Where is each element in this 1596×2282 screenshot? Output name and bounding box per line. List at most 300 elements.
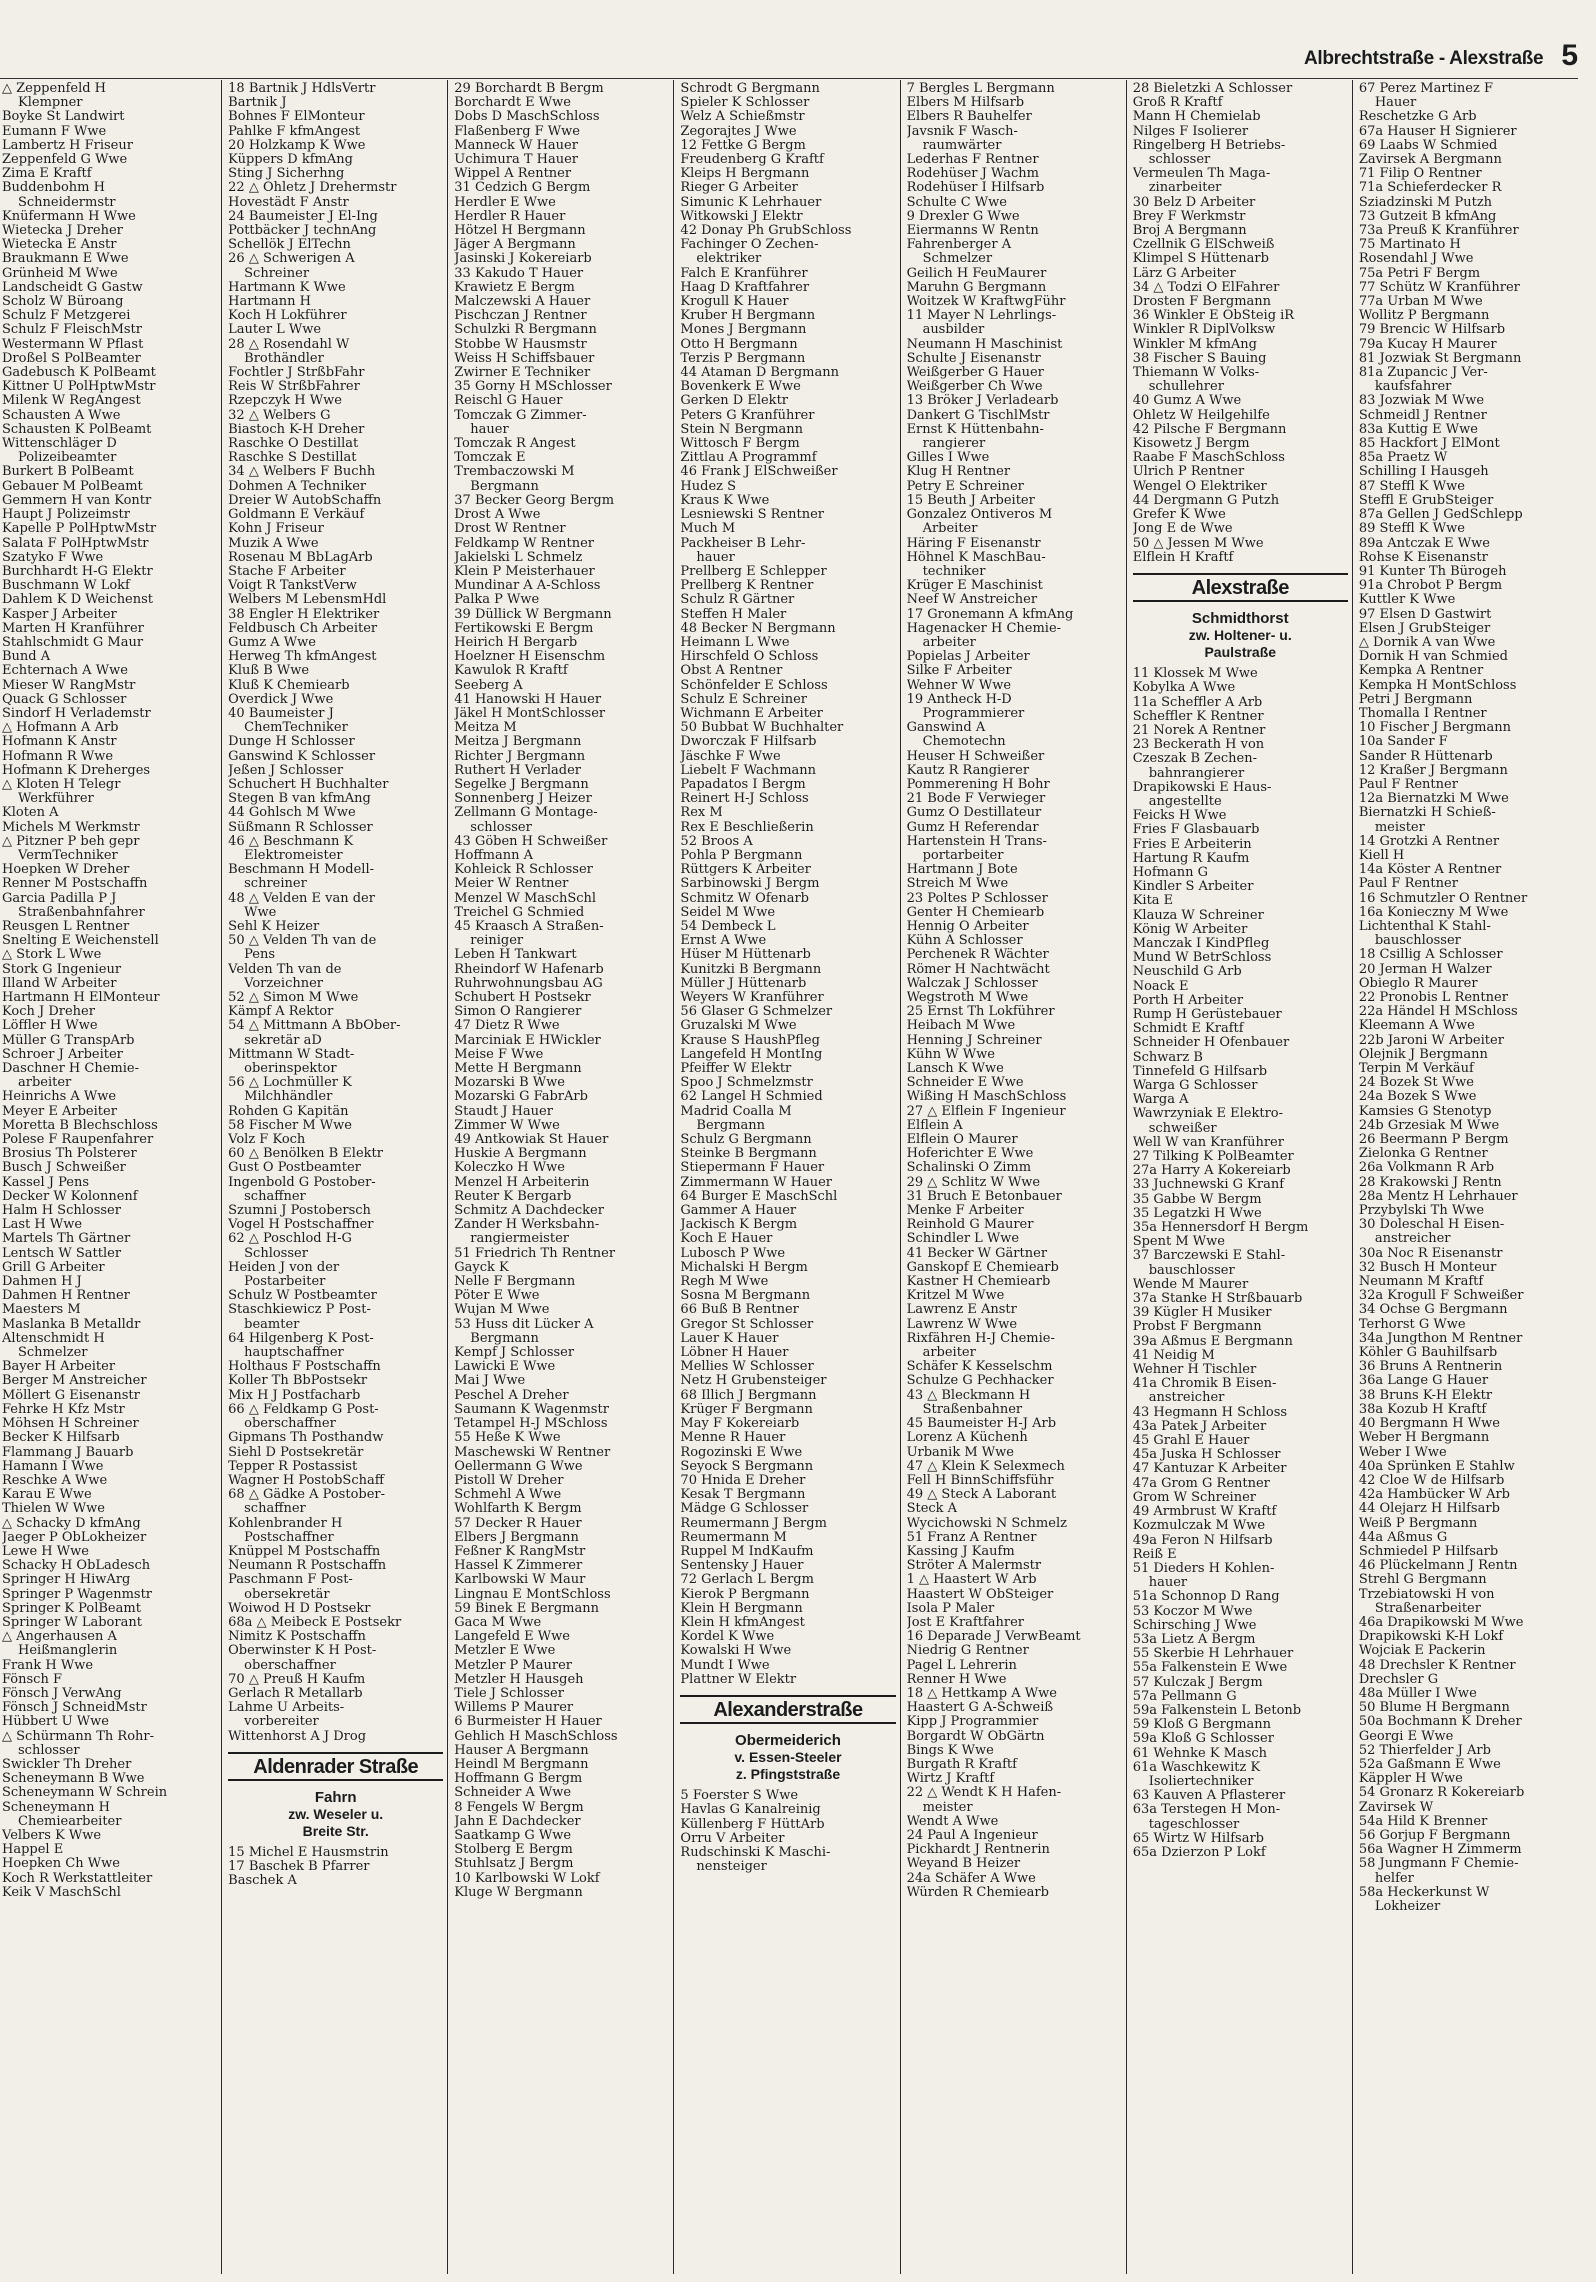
directory-entry: 67 Perez Martinez F <box>1358 82 1493 96</box>
directory-entry: Schrodt G Bergmann <box>680 82 820 96</box>
directory-entry: 39 Kügler H Musiker <box>1132 1306 1272 1321</box>
directory-entry: Kasper J Arbeiter <box>2 607 117 622</box>
directory-entry: Lorenz A Küchenh <box>906 1431 1028 1446</box>
directory-entry: Metzler H Hausgeh <box>454 1672 584 1687</box>
directory-entry: Schuchert H Buchhalter <box>228 777 389 792</box>
directory-entry: 17 Baschek B Pfarrer <box>228 1860 370 1875</box>
directory-entry: Schulz W Postbeamter <box>228 1289 377 1304</box>
directory-entry: Scheneymann H <box>2 1800 110 1815</box>
directory-entry: Schmiedel P Hilfsarb <box>1358 1544 1499 1559</box>
directory-entry: Fönsch J SchneidMstr <box>2 1701 147 1716</box>
directory-entry: Hovestädt F Anstr <box>228 195 349 210</box>
directory-entry: May F Kokereiarb <box>680 1417 800 1432</box>
directory-entry: Burgath R Kraftf <box>906 1757 1017 1772</box>
entry-continuation: Werkführer <box>18 792 94 807</box>
directory-entry: Bund A <box>2 650 51 665</box>
directory-entry: 62 △ Poschlod H-G <box>228 1232 352 1247</box>
directory-entry: 45a Juska H Schlosser <box>1132 1448 1281 1463</box>
directory-entry: Orru V Arbeiter <box>680 1831 785 1846</box>
directory-entry: Much M <box>680 522 736 537</box>
directory-entry: Winkler R DiplVolksw <box>1132 323 1276 338</box>
directory-entry: 57 Kulczak J Bergm <box>1132 1675 1263 1690</box>
directory-entry: Rheindorf W Hafenarb <box>454 962 604 977</box>
directory-entry: Plattner W Elektr <box>680 1672 797 1687</box>
directory-entry: 68 △ Gädke A Postober- <box>228 1488 386 1503</box>
directory-entry: 27 Tilking K PolBeamter <box>1132 1150 1294 1165</box>
directory-entry: Kleemann A Wwe <box>1358 1019 1475 1034</box>
directory-entry: Heimann L Wwe <box>680 635 790 650</box>
directory-entry: Schindler L Wwe <box>906 1232 1020 1247</box>
directory-entry: Hudez S <box>680 479 737 494</box>
directory-entry: Flammang J Bauarb <box>2 1445 134 1460</box>
directory-entry: Richter J Bergmann <box>454 749 586 764</box>
directory-entry: Zellmann G Montage- <box>454 806 598 821</box>
directory-entry: Elsen J GrubSteiger <box>1358 621 1491 636</box>
directory-entry: Zeppenfeld G Wwe <box>2 153 128 168</box>
directory-entry: Hartung R Kaufm <box>1132 851 1250 866</box>
directory-entry: Menne R Hauer <box>680 1431 786 1446</box>
header-rule <box>0 78 1578 79</box>
directory-entry: 63a Terstegen H Mon- <box>1132 1803 1281 1818</box>
directory-entry: 61 Wehnke K Masch <box>1132 1746 1268 1761</box>
directory-entry: Kautz R Rangierer <box>906 763 1030 778</box>
directory-entry: Stache F Arbeiter <box>228 564 346 579</box>
directory-entry: Schulz F Metzgerei <box>2 309 131 324</box>
directory-entry: Rixfähren H-J Chemie- <box>906 1331 1055 1346</box>
directory-entry: 51 Dieders H Kohlen- <box>1132 1561 1275 1576</box>
directory-entry: Krawietz E Bergm <box>454 280 575 295</box>
directory-entry: Koleczko H Wwe <box>454 1161 565 1176</box>
directory-entry: Rogozinski E Wwe <box>680 1445 803 1460</box>
directory-entry: Hofmann K Anstr <box>2 735 117 750</box>
entry-continuation: Heißmanglerin <box>18 1644 118 1659</box>
directory-entry: 81 Jozwiak St Bergmann <box>1358 351 1522 366</box>
directory-entry: Hamann I Wwe <box>2 1459 104 1474</box>
directory-entry: 79a Kucay H Maurer <box>1358 337 1497 352</box>
directory-entry: Kempka H MontSchloss <box>1358 678 1517 693</box>
directory-entry: Tiele J Schlosser <box>454 1686 564 1701</box>
entry-continuation: Bergmann <box>470 479 539 494</box>
directory-entry: Elbers R Bauhelfer <box>906 110 1032 125</box>
directory-entry: Wittenhorst A J Drog <box>228 1729 367 1744</box>
entry-continuation: tageschlosser <box>1148 1817 1240 1832</box>
directory-entry: 79 Brencic W Hilfsarb <box>1358 323 1506 338</box>
column-2 <box>221 80 447 2274</box>
street-subheading <box>1133 610 1348 661</box>
directory-entry: Spent M Wwe <box>1132 1235 1225 1250</box>
directory-entry: Schmidt E Kraftf <box>1132 1022 1244 1037</box>
directory-entry: Jaeger P ObLokheizer <box>2 1530 147 1545</box>
directory-entry: Reiß E <box>1132 1547 1177 1562</box>
directory-entry: Kastner H Chemiearb <box>906 1275 1051 1290</box>
directory-entry: Gruzalski M Wwe <box>680 1019 797 1034</box>
directory-entry: Berger M Anstreicher <box>2 1374 147 1389</box>
directory-entry: Pohla P Bergmann <box>680 848 803 863</box>
directory-entry: 56 Glaser G Schmelzer <box>680 1005 833 1020</box>
directory-entry: 29 △ Schlitz W Wwe <box>906 1175 1041 1190</box>
directory-entry: 57 Decker R Hauer <box>454 1516 582 1531</box>
directory-entry: 55 Skerbie H Lehrhauer <box>1132 1647 1294 1662</box>
directory-entry: 65a Dzierzon P Lokf <box>1132 1845 1266 1860</box>
directory-entry: Fehrke H Kfz Mstr <box>2 1402 125 1417</box>
directory-entry: Petry E Schreiner <box>906 479 1024 494</box>
directory-entry: Hoffmann G Bergm <box>454 1772 583 1787</box>
directory-entry: Broj A Bergmann <box>1132 224 1247 239</box>
directory-entry: Hassel K Zimmerer <box>454 1559 583 1574</box>
directory-entry: Sarbinowski J Bergm <box>680 877 820 892</box>
directory-entry: Kohleick R Schlosser <box>454 863 593 878</box>
entry-continuation: portarbeiter <box>922 848 1004 863</box>
directory-entry: Rohse K Eisenanstr <box>1358 550 1488 565</box>
directory-entry: Haastert W ObSteiger <box>906 1587 1054 1602</box>
directory-entry: 66 △ Feldkamp G Post- <box>228 1402 379 1417</box>
directory-entry: 11 Klossek M Wwe <box>1132 667 1258 682</box>
directory-entry: 22 △ Ohletz J Drehermstr <box>228 181 397 196</box>
directory-entry: 50a Bochmann K Dreher <box>1358 1715 1522 1730</box>
directory-entry: 54 Gronarz R Kokereiarb <box>1358 1786 1525 1801</box>
directory-entry: 12 Kraßer J Bergmann <box>1358 763 1508 778</box>
directory-entry: 46 Plückelmann J Rentn <box>1358 1559 1518 1574</box>
directory-entry: 34a Jungthon M Rentner <box>1358 1331 1523 1346</box>
directory-entry: Beschmann H Modell- <box>228 863 374 878</box>
directory-entry: △ Schacky D kfmAng <box>2 1516 141 1531</box>
directory-entry: Lentsch W Sattler <box>2 1246 122 1261</box>
directory-entry: Mund W BetrSchloss <box>1132 951 1272 966</box>
directory-entry: Scheneymann W Schrein <box>2 1786 168 1801</box>
directory-entry: 48 Becker N Bergmann <box>680 621 836 636</box>
directory-entry: 49 Armbrust W Kraftf <box>1132 1505 1277 1520</box>
entry-continuation: elektriker <box>696 252 762 267</box>
directory-entry: Renner M Postschaffn <box>2 877 148 892</box>
directory-entry: Uchimura T Hauer <box>454 153 579 168</box>
directory-entry: Streich M Wwe <box>906 877 1009 892</box>
directory-entry: Würden R Chemiearb <box>906 1885 1049 1900</box>
street-subheading-line: Breite Str. <box>302 1822 369 1839</box>
directory-entry: 23 Beckerath H von <box>1132 738 1265 753</box>
directory-entry: Peters G Kranführer <box>680 408 815 423</box>
column-5 <box>900 80 1126 2274</box>
directory-entry: 53 Huss dit Lücker A <box>454 1317 594 1332</box>
directory-entry: Wietecka E Anstr <box>2 238 117 253</box>
directory-entry: 68a △ Meibeck E Postsekr <box>228 1615 402 1630</box>
directory-entry: Heindl M Bergmann <box>454 1757 589 1772</box>
directory-entry: Kohlenbrander H <box>228 1516 343 1531</box>
directory-entry: Rex M <box>680 806 723 821</box>
directory-entry: Rex E Beschließerin <box>680 820 814 835</box>
directory-entry: Burkert B PolBeamt <box>2 465 134 480</box>
directory-entry: 37a Stanke H Strßbauarb <box>1132 1292 1303 1307</box>
directory-entry: Schulze G Pechhacker <box>906 1374 1054 1389</box>
directory-entry: 52 △ Simon M Wwe <box>228 991 359 1005</box>
column-4 <box>673 80 899 2274</box>
directory-entry: Fahrenberger A <box>906 238 1012 253</box>
directory-entry: Kipp J Programmier <box>906 1715 1039 1730</box>
directory-entry: Schäfer K Kesselschm <box>906 1360 1053 1375</box>
directory-entry: Simon O Rangierer <box>454 1005 582 1020</box>
directory-entry: Gumz H Referendar <box>906 820 1039 835</box>
directory-entry: 49 Antkowiak St Hauer <box>454 1133 609 1148</box>
directory-entry: Regh M Wwe <box>680 1275 769 1290</box>
directory-entry: 43 Hegmann H Schloss <box>1132 1405 1288 1420</box>
directory-entry: Gammer A Hauer <box>680 1204 797 1219</box>
directory-entry: Urbanik M Wwe <box>906 1445 1014 1460</box>
directory-entry: Wollitz P Bergmann <box>1358 309 1490 324</box>
directory-entry: Rodehüser J Wachm <box>906 167 1039 182</box>
street-subheading-line: Paulstraße <box>1204 644 1277 661</box>
directory-entry: Czeszak B Zechen- <box>1132 752 1257 767</box>
directory-entry: 45 Grahl E Hauer <box>1132 1434 1250 1449</box>
entry-continuation: oberschaffner <box>244 1417 336 1432</box>
directory-entry: Kittner U PolHptwMstr <box>2 380 156 395</box>
directory-entry: Sosna M Bergmann <box>680 1289 811 1304</box>
directory-entry: Zavirsek A Bergmann <box>1358 153 1502 168</box>
directory-entry: Winkler M kfmAng <box>1132 337 1257 352</box>
directory-entry: Geilich H FeuMaurer <box>906 266 1047 281</box>
directory-entry: Weißgerber G Hauer <box>906 366 1044 381</box>
directory-entry: 24a Schäfer A Wwe <box>906 1871 1036 1886</box>
directory-entry: 41 Hanowski H Hauer <box>454 692 602 707</box>
directory-entry: Haastert G A-Schweiß <box>906 1701 1054 1716</box>
directory-entry: 54 △ Mittmann A BbOber- <box>228 1019 401 1034</box>
directory-entry: Kita E <box>1132 894 1174 909</box>
directory-entry: Langefeld H MontIng <box>680 1047 823 1062</box>
directory-entry: Weyers W Kranführer <box>680 991 824 1005</box>
directory-entry: Dworczak F Hilfsarb <box>680 735 817 750</box>
directory-entry: Lärz G Arbeiter <box>1132 266 1236 281</box>
directory-entry: 58 Fischer M Wwe <box>228 1118 352 1133</box>
directory-entry: Steffen H Maler <box>680 607 787 622</box>
directory-entry: Tinnefeld G Hilfsarb <box>1132 1064 1268 1079</box>
directory-entry: Mozarski G FabrArb <box>454 1090 588 1105</box>
directory-entry: Lubosch P Wwe <box>680 1246 786 1261</box>
directory-entry: Spieler K Schlosser <box>680 96 810 111</box>
directory-entry: 57a Pellmann G <box>1132 1689 1237 1704</box>
directory-entry: Koch H Lokführer <box>228 309 347 324</box>
directory-entry: Kamsies G Stenotyp <box>1358 1104 1492 1119</box>
directory-entry: Hoepken W Dreher <box>2 863 130 878</box>
directory-entry: Well W van Kranführer <box>1132 1135 1284 1150</box>
directory-entry: 56 Gorjup F Bergmann <box>1358 1828 1511 1843</box>
directory-entry: Bartnik J <box>228 96 287 111</box>
directory-entry: Mieser W RangMstr <box>2 678 136 693</box>
directory-entry: 20 Jerman H Walzer <box>1358 962 1492 977</box>
directory-entry: Wehner H Tischler <box>1132 1363 1257 1378</box>
directory-entry: 85 Hackfort J ElMont <box>1358 437 1500 452</box>
directory-entry: Seyock S Bergmann <box>680 1459 814 1474</box>
directory-entry: Kleips H Bergmann <box>680 167 810 182</box>
directory-entry: 50 △ Jessen M Wwe <box>1132 536 1264 551</box>
directory-entry: Olejnik J Bergmann <box>1358 1047 1488 1062</box>
directory-entry: Meitza M <box>454 721 517 736</box>
directory-entry: Fochtler J StrßbFahr <box>228 366 365 381</box>
directory-entry: Huskie A Bergmann <box>454 1147 587 1162</box>
directory-entry: Szatyko F Wwe <box>2 550 104 565</box>
directory-entry: Dobs D MaschSchloss <box>454 110 600 125</box>
directory-entry: Woitzek W KraftwgFühr <box>906 295 1066 310</box>
directory-entry: Schroer J Arbeiter <box>2 1047 123 1062</box>
directory-entry: 50 △ Velden Th van de <box>228 934 377 949</box>
directory-entry: Seeberg A <box>454 678 523 693</box>
directory-entry: Schmitz A Dachdecker <box>454 1204 604 1219</box>
entry-continuation: hauer <box>1148 1576 1188 1591</box>
directory-entry: Scheneymann B Wwe <box>2 1772 145 1787</box>
entry-continuation: schaffner <box>244 1189 306 1204</box>
directory-entry: Kapelle P PolHptwMstr <box>2 522 157 537</box>
directory-entry: 73 Gutzeit B kfmAng <box>1358 209 1497 224</box>
street-subheading-line: zw. Weseler u. <box>288 1805 384 1822</box>
directory-entry: Ohletz W Heilgehilfe <box>1132 408 1270 423</box>
directory-entry: Hauser A Bergmann <box>454 1743 589 1758</box>
directory-entry: △ Kloten H Telegr <box>2 777 121 792</box>
directory-entry: Saumann K Wagenmstr <box>454 1402 609 1417</box>
directory-entry: Kloten A <box>2 806 59 821</box>
directory-entry: Herdler E Wwe <box>454 195 556 210</box>
directory-entry: Heibach M Wwe <box>906 1019 1016 1034</box>
directory-entry: Biernatzki H Schieß- <box>1358 806 1496 821</box>
directory-entry: Meyer E Arbeiter <box>2 1104 117 1119</box>
directory-entry: Springer P Wagenmstr <box>2 1587 153 1602</box>
directory-entry: Rudschinski K Maschi- <box>680 1845 831 1860</box>
directory-entry: Schellök J ElTechn <box>228 238 351 253</box>
directory-entry: Zwirner E Techniker <box>454 366 591 381</box>
directory-entry: Tetampel H-J MSchloss <box>454 1417 608 1432</box>
directory-entry: Westermann W Pflast <box>2 337 144 352</box>
directory-entry: Drosten F Bergmann <box>1132 295 1272 310</box>
directory-entry: Schmeidl J Rentner <box>1358 408 1487 423</box>
directory-entry: Krogull K Hauer <box>680 295 789 310</box>
directory-entry: Welbers M LebensmHdl <box>228 593 387 608</box>
directory-entry: Springer W Laborant <box>2 1615 142 1630</box>
street-subheading <box>228 1789 443 1840</box>
directory-entry: Gayck K <box>454 1260 509 1275</box>
entry-continuation: bauschlosser <box>1148 1263 1235 1278</box>
directory-entry: 53 Koczor M Wwe <box>1132 1604 1253 1619</box>
directory-entry: 52 Broos A <box>680 834 753 849</box>
directory-entry: 47a Grom G Rentner <box>1132 1476 1270 1491</box>
directory-entry: Mädge G Schlosser <box>680 1502 809 1517</box>
directory-entry: Landscheidt G Gastw <box>2 280 143 295</box>
directory-entry: Wittosch F Bergm <box>680 437 800 452</box>
directory-entry: Schulte J Eisenanstr <box>906 351 1041 366</box>
directory-entry: 24a Bozek S Wwe <box>1358 1090 1477 1105</box>
entry-continuation: raumwärter <box>922 138 1002 153</box>
column-6 <box>1126 80 1352 2274</box>
street-subheading-line: Obermeiderich <box>735 1732 841 1750</box>
directory-entry: Lawrenz E Anstr <box>906 1303 1017 1318</box>
directory-entry: Ruhrwohnungsbau AG <box>454 976 603 991</box>
directory-entry: Bohnes F ElMonteur <box>228 110 365 125</box>
directory-entry: Przybylski Th Wwe <box>1358 1204 1485 1219</box>
directory-entry: Reschke A Wwe <box>2 1473 108 1488</box>
directory-entry: Feicks H Wwe <box>1132 809 1227 824</box>
directory-entry: Hoffmann A <box>454 848 534 863</box>
directory-entry: Kluß K Chemiearb <box>228 678 350 693</box>
directory-entry: Gemmern H van Kontr <box>2 493 152 508</box>
directory-entry: Witkowski J Elektr <box>680 209 803 224</box>
directory-entry: Schausten A Wwe <box>2 408 121 423</box>
directory-entry: 18 Bartnik J HdlsVertr <box>228 82 376 96</box>
directory-entry: Mones J Bergmann <box>680 323 807 338</box>
directory-entry: 35 Legatzki H Wwe <box>1132 1206 1262 1221</box>
directory-entry: 27a Harry A Kokereiarb <box>1132 1164 1291 1179</box>
directory-entry: 47 Dietz R Wwe <box>454 1019 560 1034</box>
directory-entry: 48 Drechsler K Rentner <box>1358 1658 1516 1673</box>
directory-entry: 58 Jungmann F Chemie- <box>1358 1857 1519 1872</box>
directory-entry: Michalski H Bergm <box>680 1260 808 1275</box>
running-title: Albrechtstraße - Alexstraße <box>1303 48 1544 69</box>
directory-entry: 55a Falkenstein E Wwe <box>1132 1661 1288 1676</box>
directory-entry: 43 Göben H Schweißer <box>454 834 608 849</box>
street-heading: Alexanderstraße <box>680 1695 895 1724</box>
directory-entry: 46 △ Beschmann K <box>228 834 354 849</box>
directory-entry: 11 Mayer N Lehrlings- <box>906 309 1057 324</box>
directory-entry: Schirsching J Wwe <box>1132 1618 1257 1633</box>
directory-entry: Goldmann E Verkäuf <box>228 508 365 523</box>
directory-entry: Lawicki E Wwe <box>454 1360 556 1375</box>
directory-entry: Simunic K Lehrhauer <box>680 195 822 210</box>
directory-entry: Henning J Schreiner <box>906 1033 1042 1048</box>
directory-entry: Lesniewski S Rentner <box>680 508 825 523</box>
entry-continuation: Vorzeichner <box>244 976 324 991</box>
directory-entry: Pommerening H Bohr <box>906 777 1050 792</box>
directory-entry: Terhorst G Wwe <box>1358 1317 1466 1332</box>
directory-entry: Meitza J Bergmann <box>454 735 582 750</box>
directory-entry: Hartmann K Wwe <box>228 280 346 295</box>
directory-entry: Pischczan J Rentner <box>454 309 587 324</box>
entry-continuation: beamter <box>244 1317 300 1332</box>
directory-entry: Bovenkerk E Wwe <box>680 380 801 395</box>
directory-entry: Schwarz B <box>1132 1050 1203 1065</box>
street-subheading-line: Fahrn <box>314 1788 357 1806</box>
directory-entry: Illand W Arbeiter <box>2 976 117 991</box>
directory-entry: Klimpel S Hüttenarb <box>1132 252 1269 267</box>
directory-entry: 28 △ Rosendahl W <box>228 337 350 352</box>
entry-continuation: Bergmann <box>696 1118 766 1133</box>
directory-entry: Heirich H Bergarb <box>454 635 578 650</box>
entry-continuation: meister <box>922 1800 973 1815</box>
entry-continuation: Schmelzer <box>922 252 993 267</box>
entry-continuation: obersekretär <box>244 1587 330 1602</box>
directory-entry: Kruber H Bergmann <box>680 309 816 324</box>
directory-entry: Menzel H Arbeiterin <box>454 1175 590 1190</box>
entry-continuation: Chemiearbeiter <box>18 1814 122 1829</box>
directory-entry: Gerlach R Metallarb <box>228 1686 363 1701</box>
directory-entry: Tomczak G Zimmer- <box>454 408 587 423</box>
directory-entry: Woiwod H D Postsekr <box>228 1601 371 1616</box>
entry-continuation: rangiermeister <box>470 1232 569 1247</box>
directory-entry: Halm H Schlosser <box>2 1204 121 1219</box>
street-subheading-line: v. Essen-Steeler <box>734 1749 842 1766</box>
directory-entry: Meise F Wwe <box>454 1047 544 1062</box>
entry-continuation: anstreicher <box>1374 1232 1451 1247</box>
directory-entry: 34 Ochse G Bergmann <box>1358 1303 1508 1318</box>
directory-entry: Schulz G Bergmann <box>680 1133 812 1148</box>
directory-entry: Paschmann F Post- <box>228 1573 353 1588</box>
directory-entry: 16a Konieczny M Wwe <box>1358 905 1509 920</box>
directory-entry: Römer H Nachtwächt <box>906 962 1050 977</box>
directory-entry: Drapikowski K-H Lokf <box>1358 1630 1504 1645</box>
entry-continuation: techniker <box>922 564 986 579</box>
directory-entry: Lawrenz W Wwe <box>906 1317 1018 1332</box>
directory-entry: Brey F Werkmstr <box>1132 209 1246 224</box>
entry-continuation: vorbereiter <box>244 1715 319 1730</box>
directory-entry: 48a Müller I Wwe <box>1358 1686 1477 1701</box>
directory-entry: 14 Grotzki A Rentner <box>1358 834 1500 849</box>
directory-entry: 21 Bode F Verwieger <box>906 792 1046 807</box>
directory-entry: Hötzel H Bergmann <box>454 224 586 239</box>
directory-entry: Prellberg K Rentner <box>680 579 814 594</box>
directory-entry: Hofmann R Wwe <box>2 749 114 764</box>
